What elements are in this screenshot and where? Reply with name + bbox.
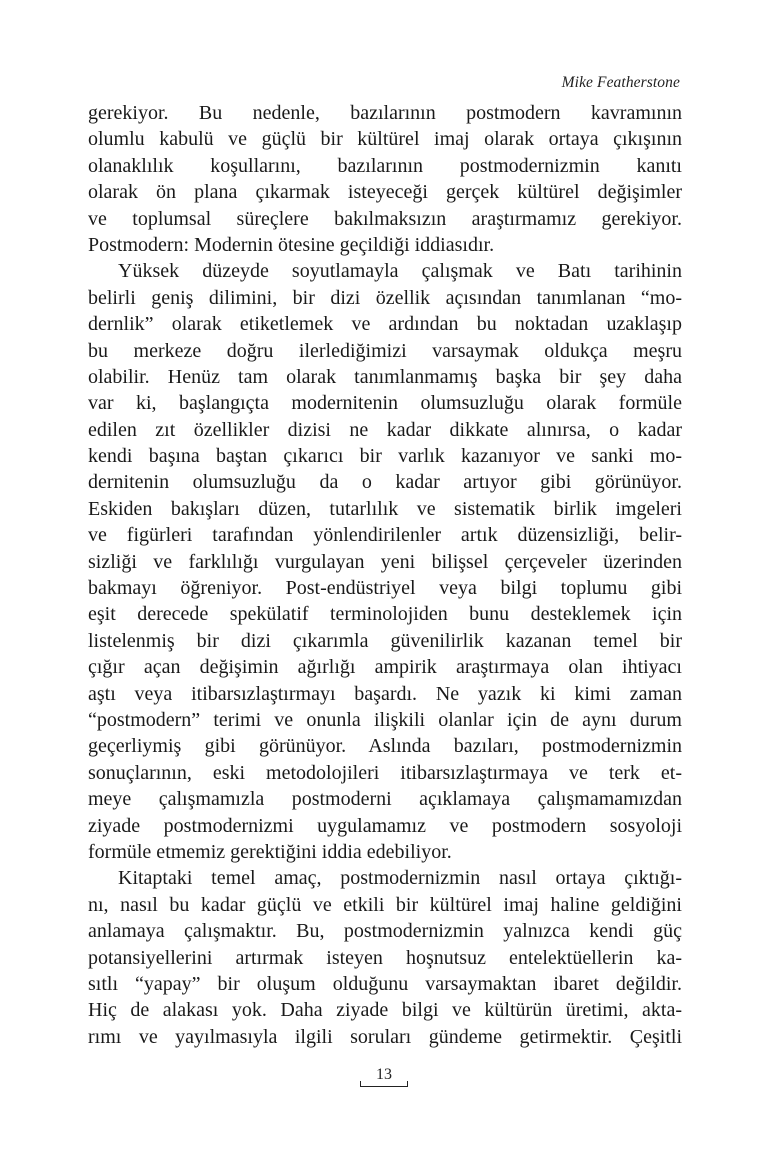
text-line: formüle etmemiz gerektiğini iddia edebiliyor.	[88, 840, 452, 863]
page-number	[0, 1066, 768, 1087]
running-head: Mike Featherstone	[561, 74, 680, 91]
text-line: nı, nasıl bu kadar güçlü ve etkili bir kültürel imaj haline geldiğini	[88, 893, 682, 916]
text-line: dernitenin olumsuzluğu da o kadar artıyor gibi görünüyor.	[88, 471, 682, 494]
text-line: aştı veya itibarsızlaştırmayı başardı. Ne yazık ki kimi zaman	[88, 682, 682, 705]
text-line: anlamaya çalışmaktır. Bu, postmodernizmin yalnızca kendi güç	[88, 920, 682, 943]
text-line: meye çalışmamızla postmoderni açıklamaya çalışmamamızdan	[88, 788, 682, 811]
text-line: kendi başına baştan çıkarıcı bir varlık kazanıyor ve sanki mo-	[88, 445, 682, 468]
text-line: ziyade postmodernizmi uygulamamız ve postmodern sosyoloji	[88, 814, 682, 837]
text-line: ve figürleri tarafından yönlendirilenler artık düzensizliği, belir-	[88, 524, 682, 547]
text-line: çığır açan değişimin ağırlığı ampirik araştırmaya olan ihtiyacı	[88, 656, 682, 679]
text-line: bakmayı öğreniyor. Post-endüstriyel veya bilgi toplumu gibi	[88, 577, 682, 600]
text-line: Hiç de alakası yok. Daha ziyade bilgi ve kültürün üretimi, akta-	[88, 999, 682, 1022]
text-line: listelenmiş bir dizi çıkarımla güvenilirlik kazanan temel bir	[88, 629, 682, 652]
body-text	[88, 100, 682, 1050]
text-line: geçerliymiş gibi görünüyor. Aslında bazıları, postmodernizmin	[88, 735, 682, 758]
page-number-frame	[360, 1066, 408, 1087]
text-line: rımı ve yayılmasıyla ilgili soruları gündeme getirmektir. Çeşitli	[88, 1025, 682, 1048]
text-line: gerekiyor. Bu nedenle, bazılarının postmodern kavramının	[88, 102, 682, 124]
text-line: sonuçlarının, eski metodolojileri itibarsızlaştırmaya ve terk et-	[88, 761, 682, 784]
text-line: var ki, başlangıçta modernitenin olumsuzluğu olarak formüle	[88, 392, 682, 415]
text-line: dernlik” olarak etiketlemek ve ardından bu noktadan uzaklaşıp	[88, 313, 682, 336]
text-line: olabilir. Henüz tam olarak tanımlanmamış başka bir şey daha	[88, 365, 682, 388]
text-line: Yüksek düzeyde soyutlamayla çalışmak ve Batı tarihinin	[118, 260, 682, 283]
text-line: olumlu kabulü ve güçlü bir kültürel imaj olarak ortaya çıkışının	[88, 128, 682, 151]
text-line: ve toplumsal süreçlere bakılmaksızın araştırmamız gerekiyor.	[88, 207, 682, 230]
page-number-tick	[407, 1081, 408, 1087]
text-line: sıtlı “yapay” bir oluşum olduğunu varsaymaktan ibaret değildir.	[88, 972, 682, 995]
text-line: Eskiden bakışları düzen, tutarlılık ve sistematik birlik imgeleri	[88, 497, 682, 520]
text-line: sizliği ve farklılığı vurgulayan yeni bilişsel çerçeveler üzerinden	[88, 550, 682, 573]
text-line: olanaklılık koşullarını, bazılarının postmodernizmin kanıtı	[88, 154, 682, 177]
text-line: olarak ön plana çıkarmak isteyeceği gerçek kültürel değişimler	[88, 181, 682, 204]
text-line: edilen zıt özellikler dizisi ne kadar dikkate alınırsa, o kadar	[88, 418, 682, 441]
text-line: bu merkeze doğru ilerlediğimizi varsaymak oldukça meşru	[88, 339, 682, 362]
page-number-text: 13	[376, 1066, 392, 1083]
text-line: belirli geniş dilimini, bir dizi özellik açısından tanımlanan “mo-	[88, 286, 682, 309]
text-line: Kitaptaki temel amaç, postmodernizmin nasıl ortaya çıktığı-	[118, 867, 682, 890]
text-line: eşit derecede spekülatif terminolojiden bunu desteklemek için	[88, 603, 682, 626]
text-line: potansiyellerini artırmak isteyen hoşnutsuz entelektüellerin ka-	[88, 946, 682, 969]
text-line: “postmodern” terimi ve onunla ilişkili olanlar için de aynı durum	[88, 708, 682, 731]
text-line: Postmodern: Modernin ötesine geçildiği iddiasıdır.	[88, 233, 495, 256]
